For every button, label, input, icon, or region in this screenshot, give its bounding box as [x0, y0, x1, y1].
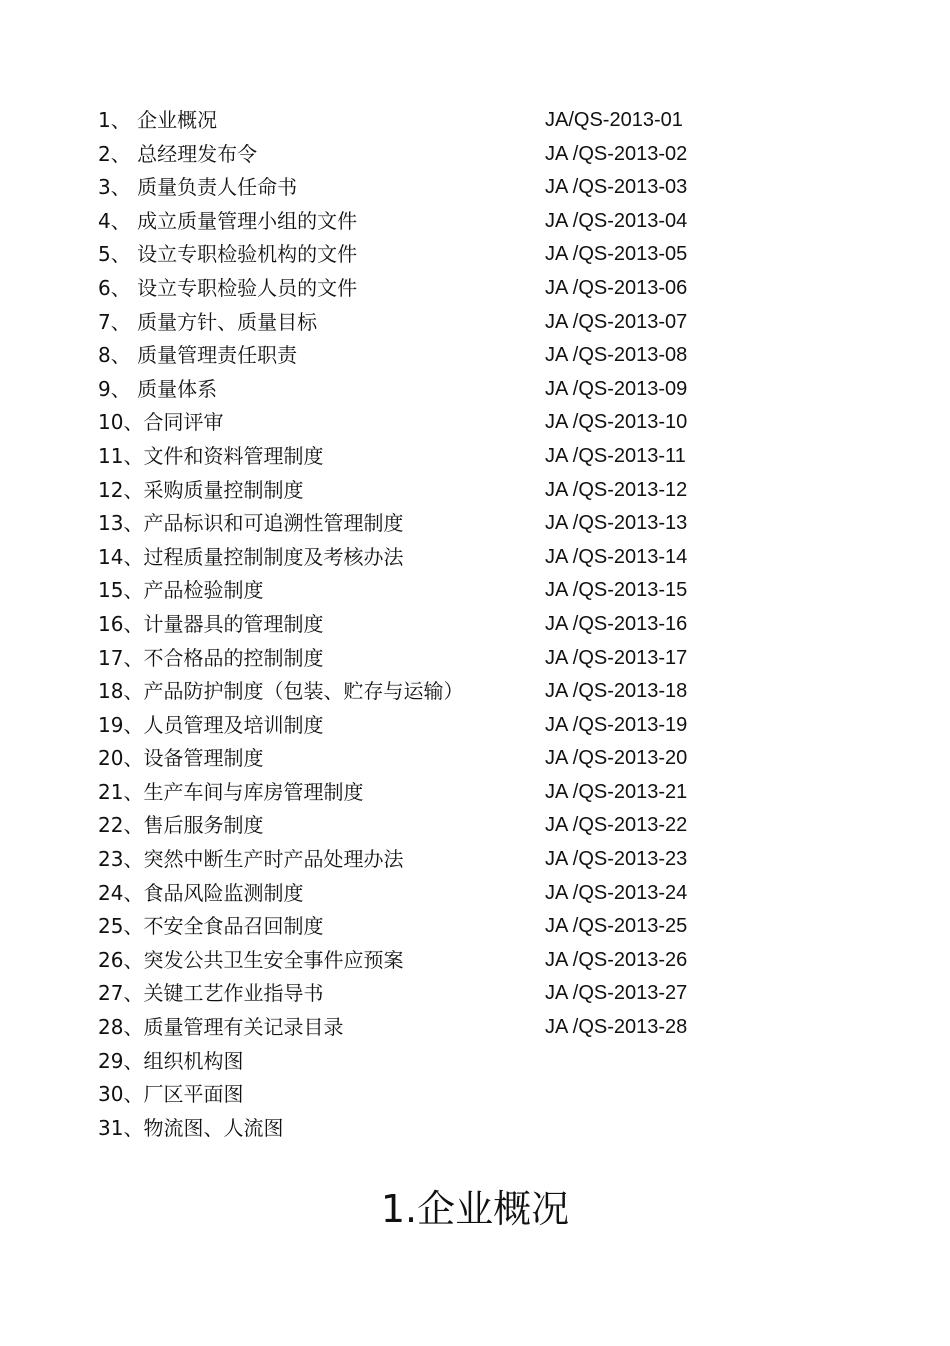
toc-item-title: 12、采购质量控制制度 — [98, 477, 304, 502]
toc-item-code: JA /QS-2013-04 — [545, 209, 688, 232]
toc-item-code: JA /QS-2013-26 — [545, 948, 688, 971]
toc-item-code: JA /QS-2013-21 — [545, 780, 688, 803]
toc-item-title: 26、突发公共卫生安全事件应预案 — [98, 947, 404, 972]
toc-item-title: 8、 质量管理责任职责 — [98, 343, 298, 368]
toc-item-code: JA /QS-2013-24 — [545, 881, 688, 904]
section-heading: 1.企业概况 — [380, 1187, 570, 1231]
toc-item-code: JA /QS-2013-16 — [545, 612, 688, 635]
toc-item-title: 9、 质量体系 — [98, 376, 218, 401]
toc-item-code: JA /QS-2013-23 — [545, 848, 688, 871]
toc-item-code: JA /QS-2013-25 — [545, 915, 688, 938]
toc-item-title: 11、文件和资料管理制度 — [98, 443, 324, 468]
toc-row — [98, 272, 738, 306]
toc-item-title: 14、过程质量控制制度及考核办法 — [98, 544, 404, 569]
toc-row — [98, 507, 738, 541]
toc-item-title: 22、售后服务制度 — [98, 813, 264, 838]
toc-item-title: 25、不安全食品召回制度 — [98, 914, 324, 939]
toc-row — [98, 642, 738, 676]
toc-item-code: JA /QS-2013-17 — [545, 646, 688, 669]
toc-item-title: 30、厂区平面图 — [98, 1082, 244, 1107]
toc-row — [98, 1078, 738, 1112]
toc-row — [98, 742, 738, 776]
toc-item-title: 21、生产车间与库房管理制度 — [98, 779, 364, 804]
toc-item-code: JA /QS-2013-09 — [545, 377, 688, 400]
toc-item-code: JA /QS-2013-12 — [545, 478, 688, 501]
toc-row — [98, 910, 738, 944]
toc-row — [98, 574, 738, 608]
toc-item-title: 2、 总经理发布令 — [98, 141, 258, 166]
table-of-contents — [98, 104, 738, 1145]
toc-item-code: JA /QS-2013-20 — [545, 747, 688, 770]
toc-row — [98, 138, 738, 172]
toc-row — [98, 339, 738, 373]
toc-row — [98, 776, 738, 810]
toc-row — [98, 709, 738, 743]
toc-item-code: JA /QS-2013-03 — [545, 176, 688, 199]
toc-item-code: JA /QS-2013-08 — [545, 344, 688, 367]
toc-row — [98, 406, 738, 440]
toc-row — [98, 1112, 738, 1146]
toc-row — [98, 809, 738, 843]
toc-row — [98, 843, 738, 877]
toc-item-title: 17、不合格品的控制制度 — [98, 645, 324, 670]
toc-item-code: JA /QS-2013-06 — [545, 276, 688, 299]
toc-item-code: JA /QS-2013-11 — [545, 444, 686, 467]
toc-row — [98, 877, 738, 911]
toc-row — [98, 474, 738, 508]
toc-item-code: JA /QS-2013-15 — [545, 579, 688, 602]
toc-item-title: 10、合同评审 — [98, 410, 224, 435]
toc-item-code: JA /QS-2013-28 — [545, 1016, 688, 1039]
toc-item-title: 27、关键工艺作业指导书 — [98, 981, 324, 1006]
toc-item-code: JA /QS-2013-22 — [545, 814, 688, 837]
toc-item-title: 19、人员管理及培训制度 — [98, 712, 324, 737]
toc-item-title: 7、 质量方针、质量目标 — [98, 309, 318, 334]
toc-row — [98, 238, 738, 272]
toc-item-title: 20、设备管理制度 — [98, 746, 264, 771]
toc-item-title: 24、食品风险监测制度 — [98, 880, 304, 905]
toc-row — [98, 205, 738, 239]
toc-item-title: 6、 设立专职检验人员的文件 — [98, 275, 358, 300]
toc-item-code: JA /QS-2013-14 — [545, 545, 688, 568]
toc-item-title: 13、产品标识和可追溯性管理制度 — [98, 511, 404, 536]
toc-item-title: 4、 成立质量管理小组的文件 — [98, 208, 358, 233]
toc-item-title: 28、质量管理有关记录目录 — [98, 1015, 344, 1040]
toc-item-code: JA /QS-2013-19 — [545, 713, 688, 736]
toc-item-title: 18、产品防护制度（包装、贮存与运输） — [98, 679, 464, 704]
toc-item-title: 5、 设立专职检验机构的文件 — [98, 242, 358, 267]
toc-item-title: 1、 企业概况 — [98, 108, 218, 132]
toc-item-code: JA /QS-2013-07 — [545, 310, 688, 333]
toc-item-code: JA /QS-2013-13 — [545, 512, 688, 535]
toc-row — [98, 440, 738, 474]
toc-item-code: JA /QS-2013-27 — [545, 982, 688, 1005]
toc-row — [98, 373, 738, 407]
toc-row — [98, 104, 738, 138]
toc-item-code: JA/QS-2013-01 — [545, 109, 683, 131]
toc-item-code: JA /QS-2013-02 — [545, 142, 688, 165]
toc-item-title: 16、计量器具的管理制度 — [98, 611, 324, 636]
toc-item-title: 31、物流图、人流图 — [98, 1115, 284, 1140]
toc-item-title: 23、突然中断生产时产品处理办法 — [98, 847, 404, 872]
toc-row — [98, 541, 738, 575]
toc-item-title: 3、 质量负责人任命书 — [98, 175, 298, 200]
toc-item-code: JA /QS-2013-18 — [545, 680, 688, 703]
toc-row — [98, 977, 738, 1011]
toc-item-title: 15、产品检验制度 — [98, 578, 264, 603]
toc-item-code: JA /QS-2013-10 — [545, 411, 688, 434]
toc-row — [98, 1011, 738, 1045]
toc-row — [98, 608, 738, 642]
toc-row — [98, 1045, 738, 1079]
toc-row — [98, 675, 738, 709]
toc-row — [98, 171, 738, 205]
toc-row — [98, 306, 738, 340]
toc-item-code: JA /QS-2013-05 — [545, 243, 688, 266]
toc-item-title: 29、组织机构图 — [98, 1048, 244, 1073]
toc-row — [98, 944, 738, 978]
